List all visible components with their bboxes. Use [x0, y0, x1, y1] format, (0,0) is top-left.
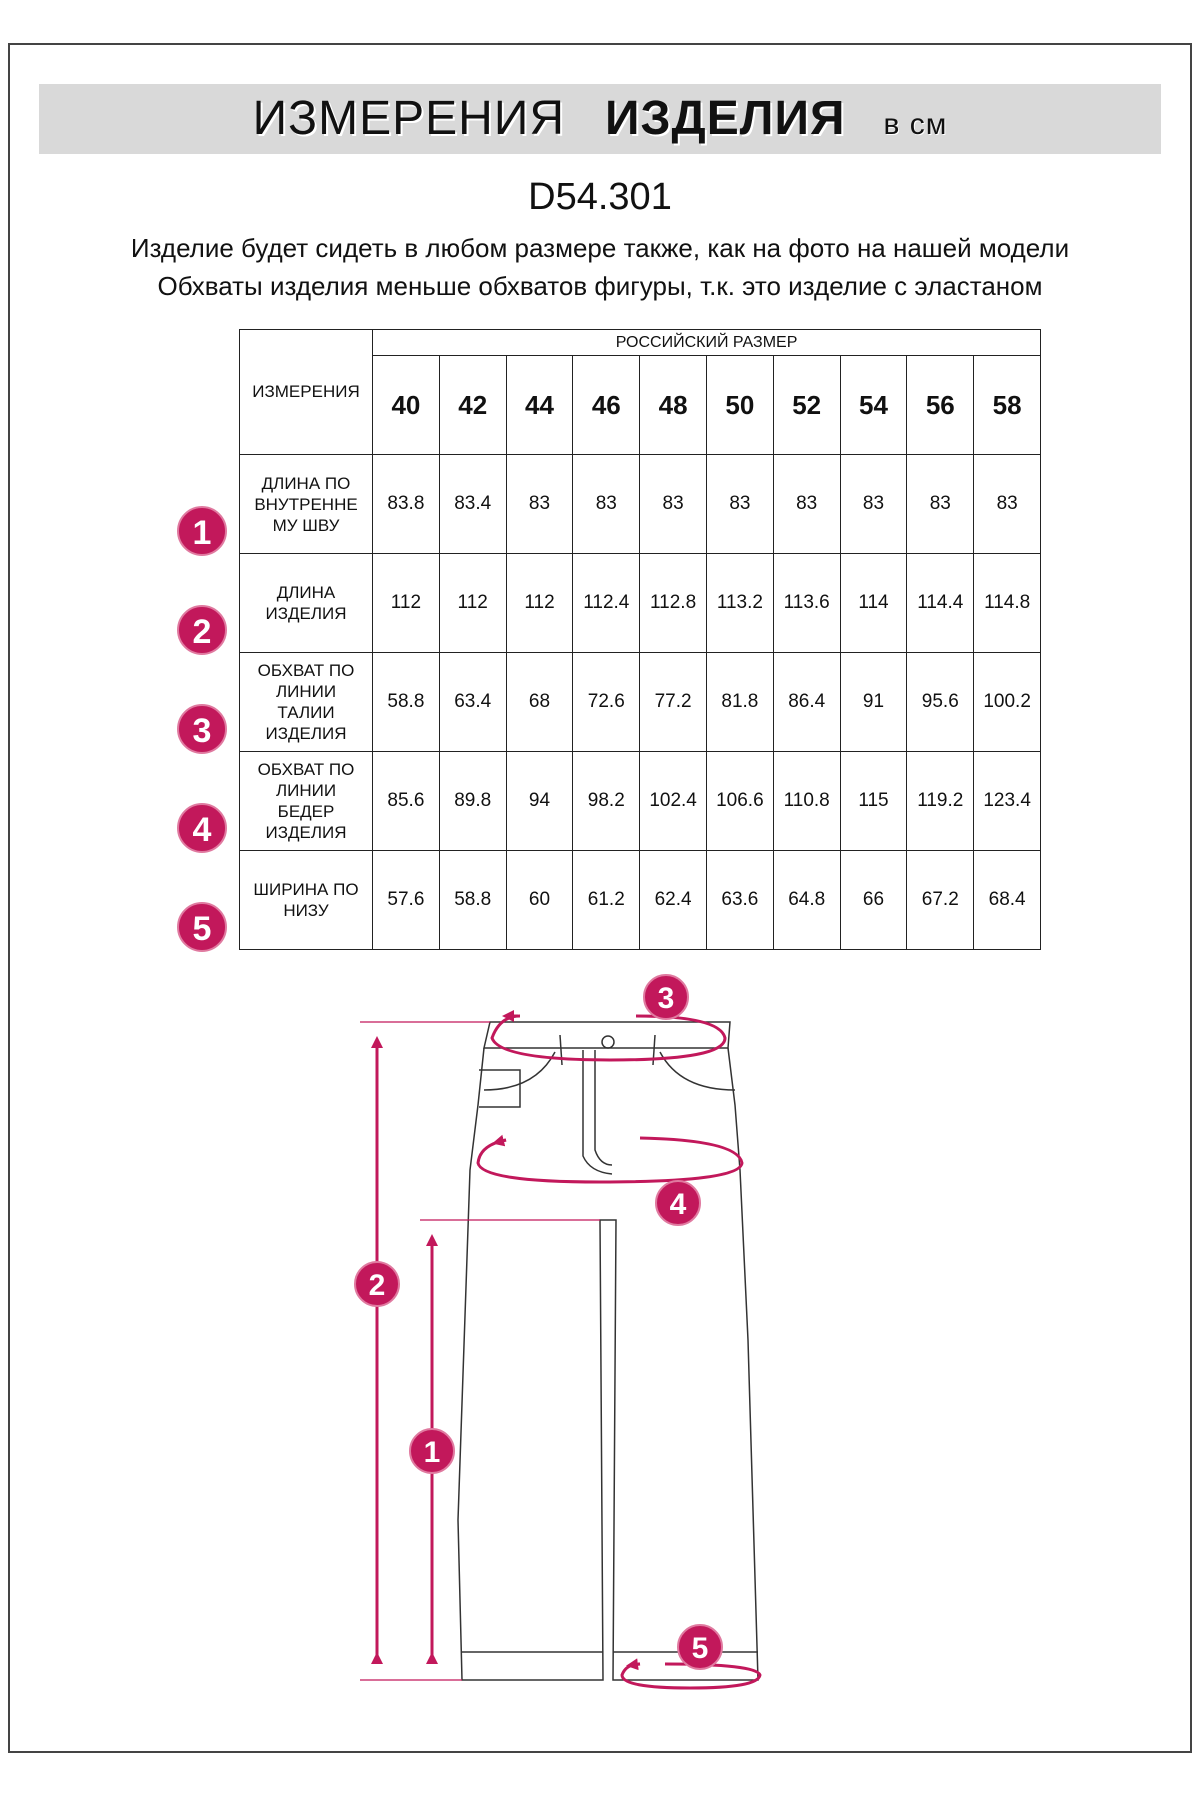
measurement-value: 83.8 [373, 455, 440, 554]
measurement-label-line: ОБХВАТ ПО [257, 760, 355, 779]
measurement-value: 63.6 [706, 851, 773, 950]
measurement-value: 94 [506, 752, 573, 851]
measurement-value: 123.4 [974, 752, 1041, 851]
measurement-value: 114 [840, 554, 907, 653]
measurement-value: 60 [506, 851, 573, 950]
measurement-value: 112.8 [640, 554, 707, 653]
measurement-value: 83 [907, 455, 974, 554]
measurement-value: 112.4 [573, 554, 640, 653]
measurement-label [240, 653, 373, 752]
measurement-value: 57.6 [373, 851, 440, 950]
measurement-label-line: ШИРИНА ПО [253, 880, 359, 899]
table-row [240, 653, 1041, 752]
measurement-value: 83.4 [439, 455, 506, 554]
waist-button [602, 1036, 614, 1048]
measurement-label [240, 455, 373, 554]
measurement-label-line: НИЗУ [283, 901, 329, 920]
size-56: 56 [907, 356, 974, 455]
measurement-label-line: ВНУТРЕННЕ [254, 494, 358, 514]
row-number-badge: 2 [177, 605, 227, 655]
marker-3 [644, 975, 688, 1019]
row-number-badge: 3 [177, 704, 227, 754]
page-title [39, 84, 1161, 154]
measurement-value: 63.4 [439, 653, 506, 752]
measurement-value: 106.6 [706, 752, 773, 851]
measurement-value: 81.8 [706, 653, 773, 752]
measurement-value: 110.8 [773, 752, 840, 851]
marker-4 [656, 1181, 700, 1225]
pants-diagram [0, 960, 1200, 1760]
pants-outline [458, 1022, 758, 1680]
svg-text:3: 3 [657, 982, 675, 1015]
measurement-value: 83 [974, 455, 1041, 554]
table-row [240, 455, 1041, 554]
measurement-label-line: ИЗДЕЛИЯ [265, 724, 347, 743]
svg-text:5: 5 [691, 1632, 709, 1665]
measurement-value: 113.6 [773, 554, 840, 653]
measurement-label-line: ДЛИНА ПО [261, 473, 351, 493]
measurement-label-line: ИЗДЕЛИЯ [265, 823, 347, 842]
size-48: 48 [640, 356, 707, 455]
svg-text:4: 4 [669, 1188, 687, 1221]
size-40: 40 [373, 356, 440, 455]
size-group-header: РОССИЙСКИЙ РАЗМЕР [373, 330, 1041, 356]
marker-2 [355, 1262, 399, 1306]
measurement-label-line: БЕДЕР [277, 802, 335, 821]
measurement-value: 61.2 [573, 851, 640, 950]
measurement-label-line: ТАЛИИ [277, 703, 335, 722]
title-banner [39, 84, 1161, 154]
size-44: 44 [506, 356, 573, 455]
measurement-value: 114.4 [907, 554, 974, 653]
fly-seam [595, 1050, 612, 1165]
title-regular: ИЗМЕРЕНИЯ [252, 92, 565, 145]
row-number-badge: 1 [177, 506, 227, 556]
measurement-value: 68 [506, 653, 573, 752]
measurement-value: 114.8 [974, 554, 1041, 653]
measurement-label-line: ОБХВАТ ПО [257, 661, 355, 680]
row-number-badge: 4 [177, 803, 227, 853]
measurement-label-line: МУ ШВУ [272, 515, 340, 535]
measurement-label [240, 851, 373, 950]
title-bold: ИЗДЕЛИЯ [604, 92, 846, 145]
marker-5 [678, 1625, 722, 1669]
diagram-markers [355, 975, 722, 1669]
belt-loop-right [653, 1035, 655, 1065]
row-number-badge: 5 [177, 902, 227, 952]
measurement-value: 112 [439, 554, 506, 653]
measurement-value: 83 [573, 455, 640, 554]
measurement-value: 98.2 [573, 752, 640, 851]
table-row [240, 851, 1041, 950]
table-row [240, 752, 1041, 851]
measurement-value: 112 [373, 554, 440, 653]
measurement-value: 119.2 [907, 752, 974, 851]
measurement-value: 83 [706, 455, 773, 554]
measurement-label-line: ЛИНИИ [275, 781, 337, 800]
measurement-label-line: ИЗДЕЛИЯ [265, 604, 347, 623]
measurement-value: 86.4 [773, 653, 840, 752]
measurement-label [240, 554, 373, 653]
measurement-value: 66 [840, 851, 907, 950]
measurement-value: 83 [773, 455, 840, 554]
waistband [484, 1022, 730, 1048]
svg-text:1: 1 [423, 1436, 441, 1469]
measurement-label-line: ДЛИНА [276, 583, 336, 602]
svg-text:2: 2 [368, 1269, 386, 1302]
size-46: 46 [573, 356, 640, 455]
fit-note: Изделие будет сидеть в любом размере также, как на фото на нашей модели [130, 233, 1070, 263]
measurement-value: 100.2 [974, 653, 1041, 752]
measurement-value: 83 [640, 455, 707, 554]
size-52: 52 [773, 356, 840, 455]
measurement-value: 89.8 [439, 752, 506, 851]
marker-1 [410, 1429, 454, 1473]
measurement-value: 83 [840, 455, 907, 554]
elastane-note: Обхваты изделия меньше обхватов фигуры, т.к. это изделие с эластаном [157, 271, 1043, 301]
pants-body [458, 1048, 758, 1680]
measurement-value: 112 [506, 554, 573, 653]
measurement-value: 95.6 [907, 653, 974, 752]
hip-ellipse-arrow [478, 1138, 742, 1182]
measurement-value: 102.4 [640, 752, 707, 851]
belt-loop-left [560, 1035, 562, 1065]
measure-arrows [377, 1016, 760, 1688]
measurement-value: 62.4 [640, 851, 707, 950]
measurement-label-line: ЛИНИИ [275, 682, 337, 701]
guide-lines [360, 1022, 600, 1680]
measurement-value: 77.2 [640, 653, 707, 752]
measurement-value: 113.2 [706, 554, 773, 653]
measurement-value: 58.8 [373, 653, 440, 752]
table-row [240, 554, 1041, 653]
measurements-header: ИЗМЕРЕНИЯ [240, 330, 373, 455]
measurement-value: 67.2 [907, 851, 974, 950]
measurement-value: 115 [840, 752, 907, 851]
size-42: 42 [439, 356, 506, 455]
measurement-value: 64.8 [773, 851, 840, 950]
title-unit: в см [883, 108, 948, 141]
size-54: 54 [840, 356, 907, 455]
size-table [239, 329, 1041, 950]
measurement-value: 58.8 [439, 851, 506, 950]
measurement-label [240, 752, 373, 851]
measurement-value: 72.6 [573, 653, 640, 752]
table-body [240, 455, 1041, 950]
size-58: 58 [974, 356, 1041, 455]
measurement-value: 68.4 [974, 851, 1041, 950]
measurement-value: 91 [840, 653, 907, 752]
size-50: 50 [706, 356, 773, 455]
measurement-value: 85.6 [373, 752, 440, 851]
model-code: D54.301 [528, 176, 672, 218]
measurement-value: 83 [506, 455, 573, 554]
